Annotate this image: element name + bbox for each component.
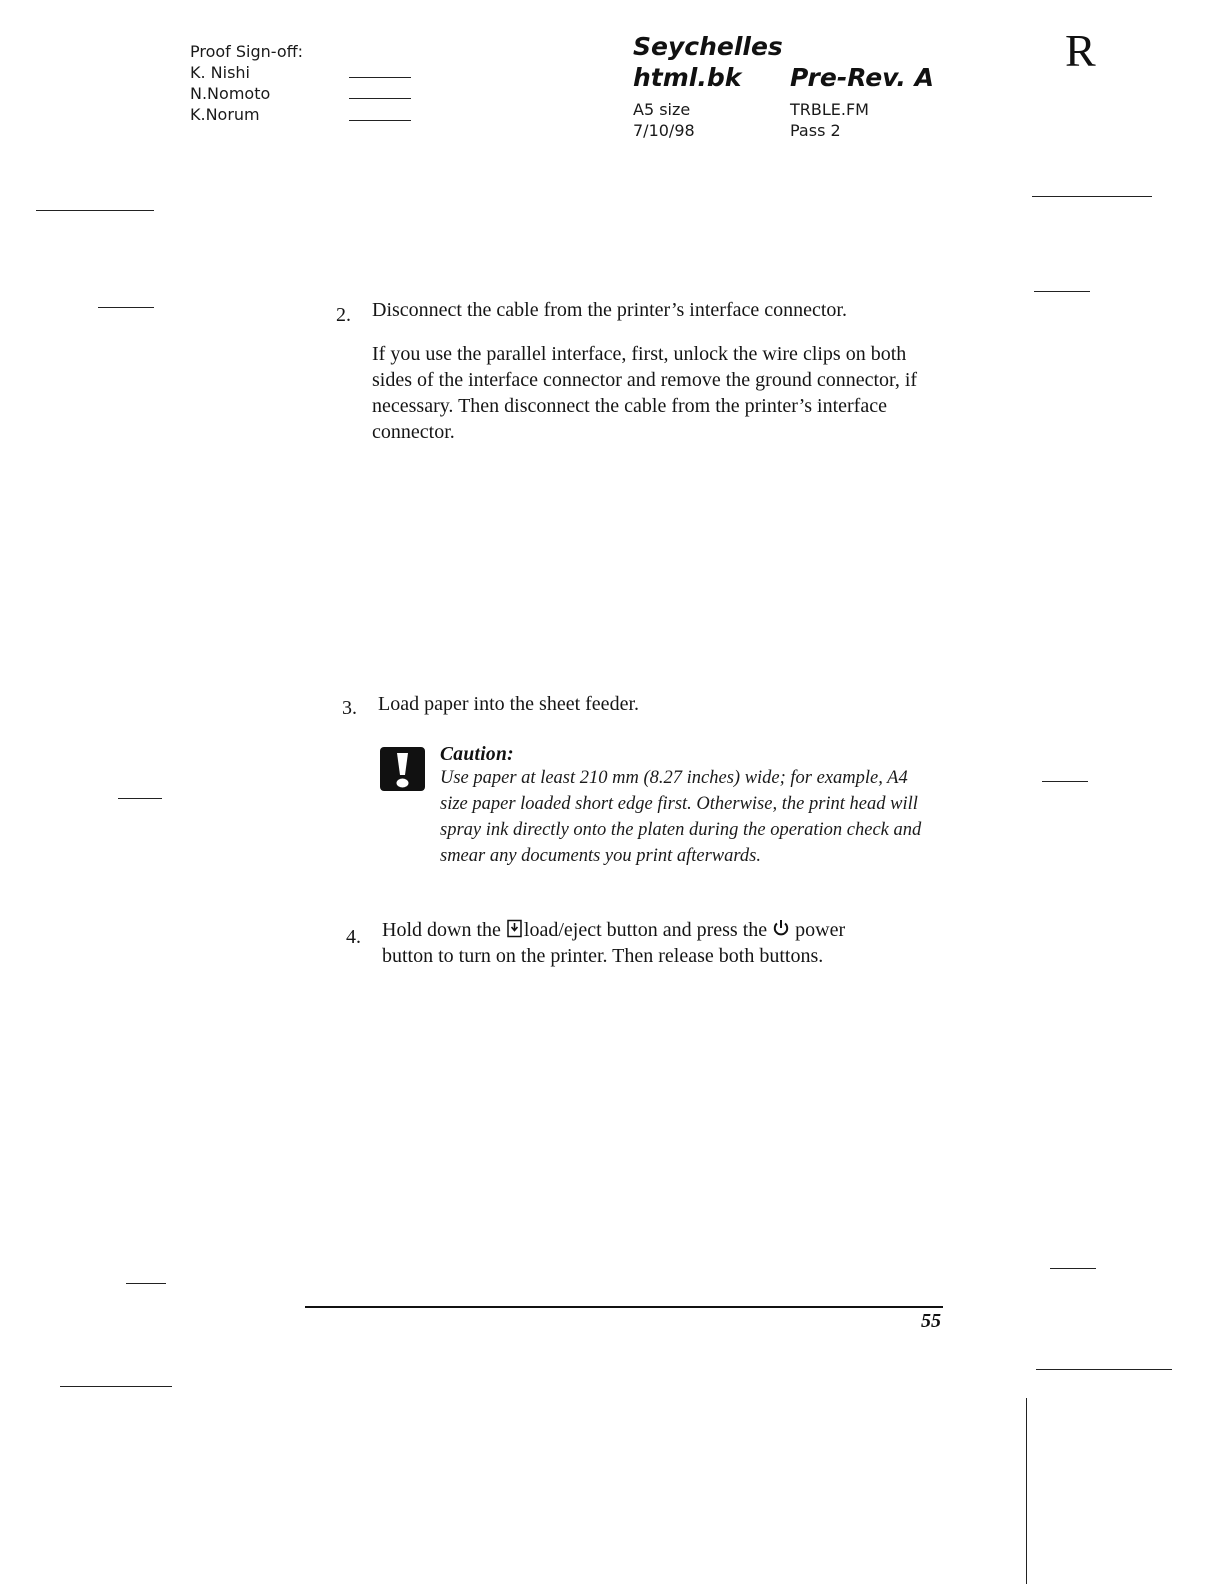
pass-label: Pass 2 bbox=[790, 121, 841, 140]
project-name: Seychelles bbox=[633, 32, 783, 61]
signoff-name-2: N.Nomoto bbox=[190, 84, 271, 103]
corner-mark: R bbox=[1065, 25, 1096, 76]
load-eject-icon bbox=[506, 919, 524, 939]
signoff-line-3 bbox=[349, 120, 411, 121]
margin-mark bbox=[1034, 291, 1090, 292]
page-number: 55 bbox=[921, 1310, 941, 1332]
caution-text: Use paper at least 210 mm (8.27 inches) wide; for example, A4 size paper loaded short edge first. Otherwise, the print head will spray ink directly onto the platen during the operation check and smear any documents you print afterwards. bbox=[440, 768, 922, 866]
signoff-name-1: K. Nishi bbox=[190, 63, 250, 82]
page-size: A5 size bbox=[633, 100, 691, 119]
step-2-number: 2. bbox=[336, 304, 351, 326]
signoff-name-3: K.Norum bbox=[190, 105, 260, 124]
margin-mark bbox=[1032, 196, 1152, 197]
footer-rule bbox=[305, 1306, 943, 1308]
step-4-text-d: button to turn on the printer. Then release both buttons. bbox=[382, 945, 824, 967]
margin-mark bbox=[118, 798, 162, 799]
margin-mark bbox=[1050, 1268, 1096, 1269]
step-3-number: 3. bbox=[342, 697, 357, 719]
step-4-text-b: load/eject button and press the bbox=[523, 919, 768, 941]
step-4-number: 4. bbox=[346, 926, 361, 948]
step-3-text: Load paper into the sheet feeder. bbox=[378, 693, 639, 715]
book-name: html.bk bbox=[633, 63, 742, 92]
step-4-text bbox=[382, 917, 942, 969]
margin-mark bbox=[36, 210, 154, 211]
proof-date: 7/10/98 bbox=[633, 121, 695, 140]
margin-mark bbox=[1042, 781, 1088, 782]
step-2-detail: If you use the parallel interface, first, unlock the wire clips on both sides of the interface connector and remove the ground connector, if necessary. Then disconnect the cable from the printer’s interface connector. bbox=[372, 343, 918, 443]
caution-title: Caution: bbox=[440, 744, 514, 765]
margin-mark-vertical bbox=[1026, 1398, 1027, 1584]
file-name: TRBLE.FM bbox=[790, 100, 869, 119]
step-2-text: Disconnect the cable from the printer’s interface connector. bbox=[372, 299, 847, 321]
revision-label: Pre-Rev. A bbox=[790, 63, 934, 92]
proof-signoff-title: Proof Sign-off: bbox=[190, 42, 304, 61]
signoff-line-1 bbox=[349, 77, 411, 78]
margin-mark bbox=[98, 307, 154, 308]
signoff-line-2 bbox=[349, 98, 411, 99]
power-icon bbox=[772, 918, 790, 938]
margin-mark bbox=[126, 1283, 166, 1284]
step-4-text-a: Hold down the bbox=[382, 919, 501, 941]
caution-icon bbox=[379, 746, 426, 792]
margin-mark bbox=[1036, 1369, 1172, 1370]
step-4-text-c: power bbox=[795, 919, 846, 941]
margin-mark bbox=[60, 1386, 172, 1387]
